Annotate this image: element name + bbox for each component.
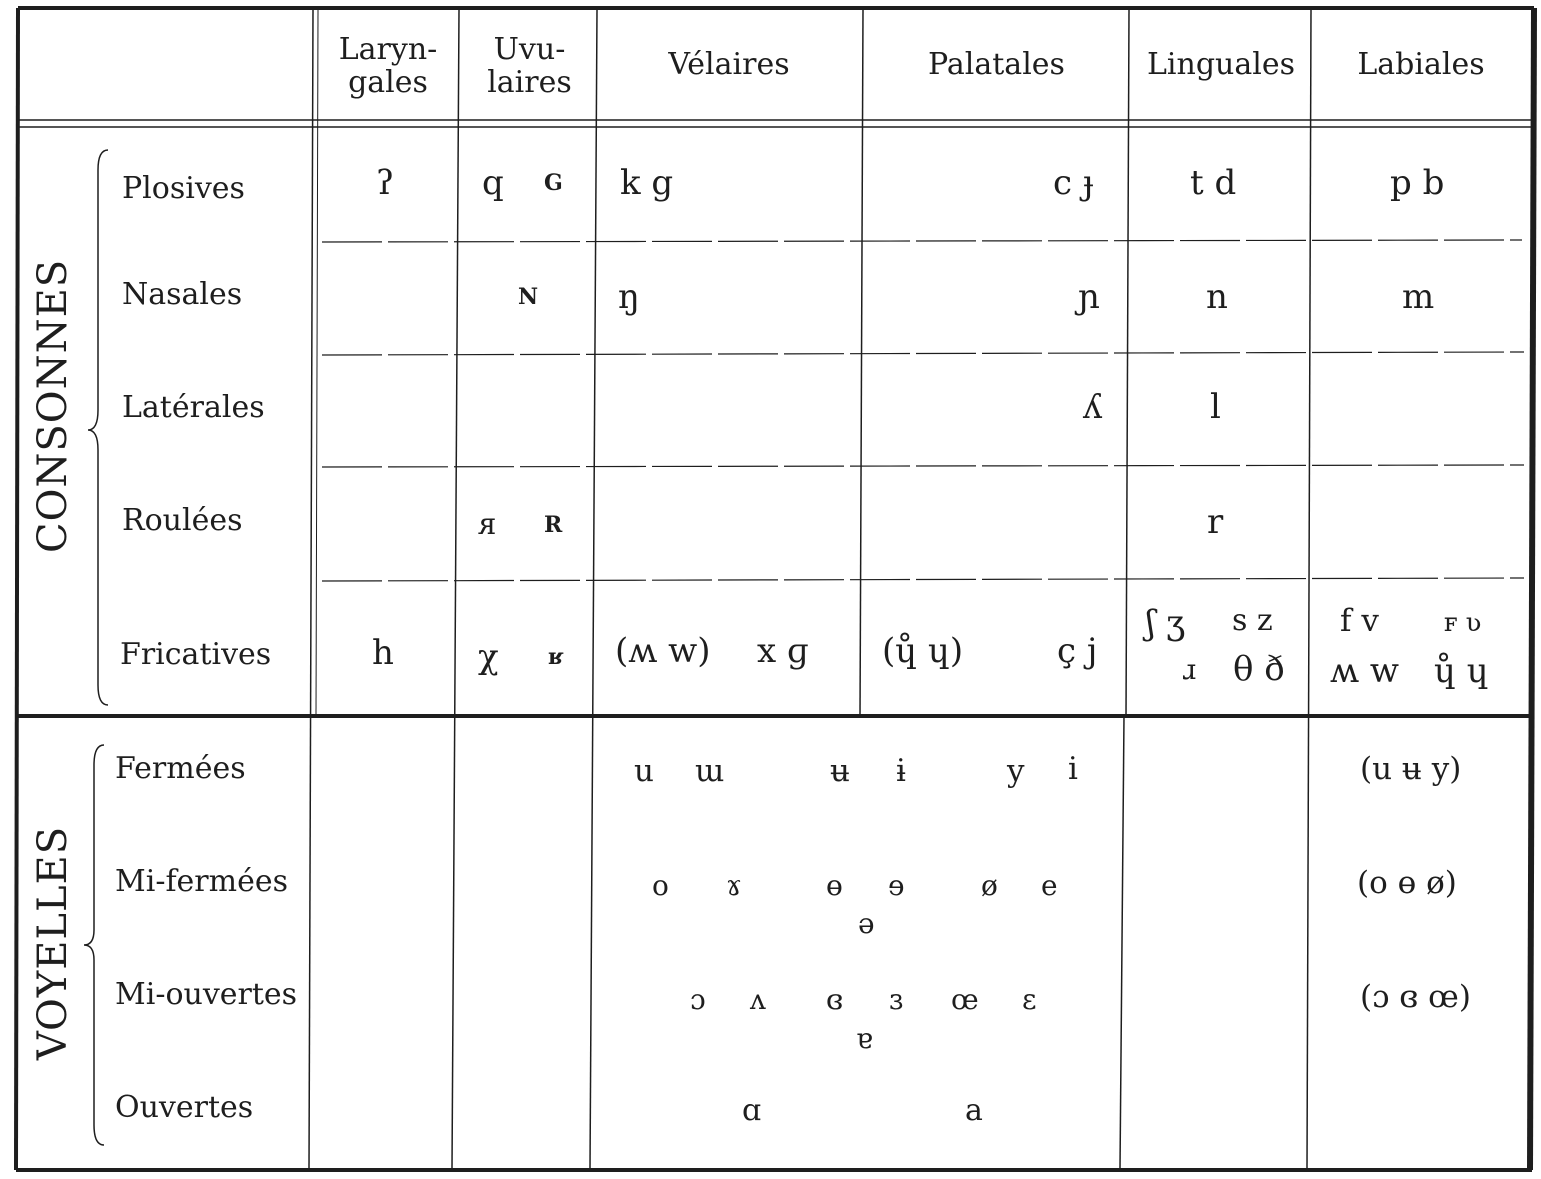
plosive-linguales: t d	[1190, 163, 1237, 203]
col-line-5b	[1120, 716, 1124, 1168]
fricative-uvulaire-2: ʁ	[548, 644, 564, 670]
col-line-5	[1126, 10, 1129, 716]
fricative-linguale-a: ʃ ʒ	[1146, 603, 1186, 643]
vowel-fermee-5: y	[1007, 753, 1025, 789]
plosive-uvulaire-q: q	[482, 163, 504, 203]
col-line-6	[1307, 10, 1311, 1168]
header-linguales: Linguales	[1147, 47, 1295, 82]
vowel-fermee-1: u	[634, 753, 654, 789]
vowel-mi-fermee-2: ɤ	[726, 869, 742, 902]
nasale-palatale: ɲ	[1078, 277, 1100, 317]
fricative-uvulaire-1: χ	[478, 637, 499, 677]
fricative-labiale-b: ꜰ ʋ	[1444, 608, 1482, 638]
row-label-mi-fermees: Mi-fermées	[115, 864, 288, 899]
row-label-mi-ouvertes: Mi-ouvertes	[115, 977, 298, 1012]
nasale-linguale: n	[1206, 277, 1228, 317]
row-label-roulees: Roulées	[122, 503, 243, 538]
row-label-plosives: Plosives	[122, 171, 245, 206]
vowel-mi-fermee-6: e	[1041, 869, 1058, 902]
vowel-ouverte-2: a	[965, 1093, 983, 1128]
frame-left	[16, 8, 18, 1170]
vowel-mi-fermee-1: o	[652, 869, 669, 902]
plosive-velaires: k g	[620, 163, 674, 203]
nasale-labiale: m	[1402, 277, 1435, 317]
laterale-linguale: l	[1210, 387, 1221, 427]
vowel-mi-fermee-mid: ə	[858, 907, 875, 940]
fricative-laryngale: h	[372, 633, 394, 673]
fricative-labiale-c: ʍ w	[1330, 651, 1400, 691]
vowel-mi-ouverte-labiales: (ɔ ɞ œ)	[1360, 979, 1471, 1015]
vowel-mi-ouverte-mid: ɐ	[856, 1022, 873, 1055]
vowel-fermee-3: ʉ	[830, 753, 850, 789]
col-line-2	[452, 10, 459, 1168]
vowel-mi-ouverte-4: ɜ	[889, 983, 904, 1016]
row-label-fermees: Fermées	[115, 751, 246, 786]
fricative-velaire-b: x ɡ	[757, 631, 809, 671]
row-label-laterales: Latérales	[122, 390, 265, 425]
vowel-mi-ouverte-3: ɞ	[826, 983, 844, 1016]
col-line-4	[860, 10, 863, 716]
row-line-2	[322, 352, 1524, 355]
fricative-palatale-a: (ɥ̊ ɥ)	[882, 631, 964, 671]
group-consonnes: CONSONNES	[30, 258, 76, 553]
header-velaires: Vélaires	[668, 47, 790, 82]
row-label-ouvertes: Ouvertes	[115, 1090, 254, 1125]
roulee-uvulaire-2: R	[544, 512, 563, 538]
header-palatales: Palatales	[928, 47, 1065, 82]
col-line-3	[590, 10, 597, 1168]
group-voyelles: VOYELLES	[30, 825, 76, 1061]
vowel-fermee-6: i	[1068, 751, 1078, 787]
vowel-fermee-2: ɯ	[695, 753, 725, 789]
frame-right	[1530, 8, 1534, 1170]
fricative-labiale-a: f v	[1340, 603, 1379, 639]
vowel-mi-ouverte-1: ɔ	[690, 983, 706, 1016]
vowel-mi-fermee-5: ø	[981, 869, 998, 902]
vowel-mi-ouverte-5: œ	[951, 983, 979, 1016]
fricative-linguale-c: ɹ	[1182, 653, 1197, 686]
vowel-mi-fermee-labiales: (o ɵ ø)	[1357, 865, 1457, 901]
laterale-palatale: ʎ	[1083, 387, 1103, 427]
fricative-linguale-d: θ ð	[1233, 649, 1285, 689]
vowel-mi-ouverte-2: ʌ	[750, 983, 766, 1016]
header-uvulaires: Uvu- laires	[487, 32, 572, 100]
row-line-3	[322, 465, 1524, 467]
row-label-fricatives: Fricatives	[120, 637, 272, 672]
fricative-labiale-d: ɥ̊ ɥ	[1434, 651, 1489, 691]
row-line-1	[322, 240, 1522, 242]
header-labiales: Labiales	[1357, 47, 1485, 82]
plosive-labiales: p b	[1390, 163, 1445, 203]
row-label-nasales: Nasales	[122, 277, 243, 312]
vowel-mi-fermee-4: ɘ	[888, 869, 905, 902]
vowel-mi-ouverte-6: ɛ	[1022, 983, 1037, 1016]
roulee-linguale: r	[1207, 502, 1224, 542]
vowel-fermee-4: ɨ	[896, 753, 906, 789]
fricative-palatale-b: ç j	[1057, 631, 1098, 671]
roulee-uvulaire-1: ᴙ	[478, 507, 496, 542]
fricative-linguale-b: s z	[1232, 603, 1273, 638]
plosive-uvulaire-g: G	[544, 170, 563, 196]
nasale-uvulaire: N	[518, 284, 539, 310]
nasale-velaire: ŋ	[618, 277, 640, 317]
header-laryngales: Laryn- gales	[338, 32, 438, 100]
vowel-mi-fermee-3: ɵ	[826, 869, 843, 902]
vowel-fermee-labiales: (u ʉ y)	[1360, 751, 1462, 787]
col-line-1	[309, 10, 313, 1168]
vowel-ouverte-1: ɑ	[742, 1093, 762, 1128]
plosive-palatales: c ɟ	[1053, 163, 1094, 203]
col-line-1b	[316, 10, 318, 716]
brace-voyelles	[84, 745, 104, 1145]
plosive-laryngales: ʔ	[376, 163, 395, 203]
row-line-4	[322, 578, 1524, 581]
fricative-velaire-a: (ʍ w)	[615, 631, 711, 671]
brace-consonnes	[88, 150, 108, 705]
